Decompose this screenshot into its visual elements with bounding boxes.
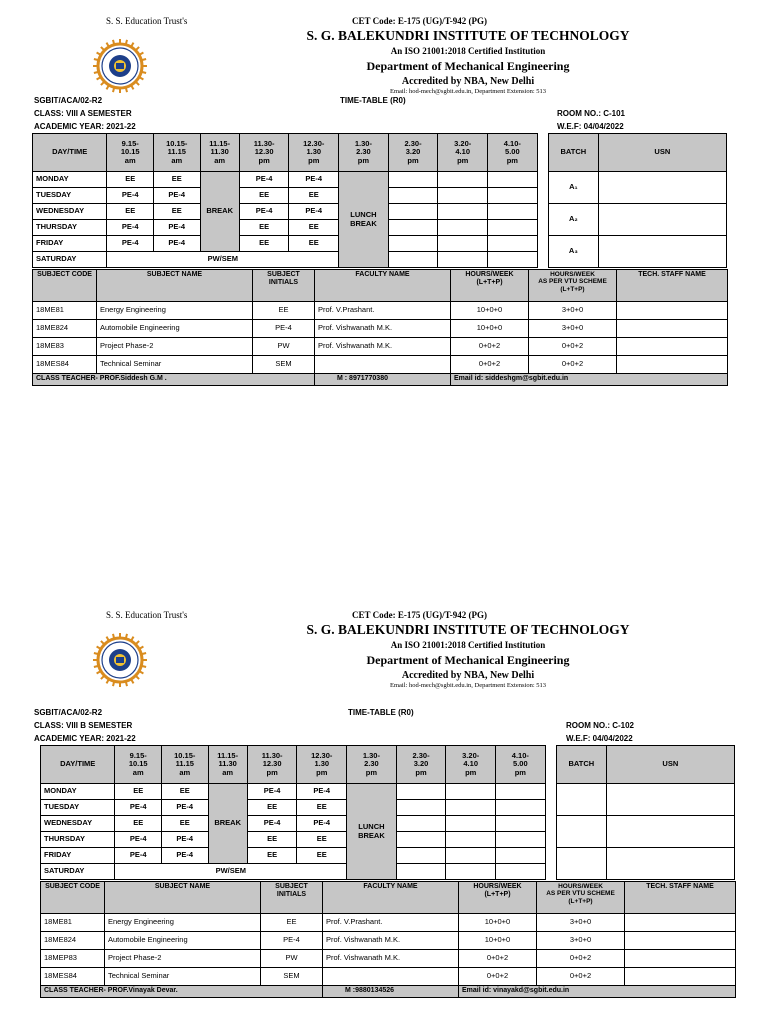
gap-cell bbox=[545, 784, 556, 800]
class-teacher-row bbox=[41, 986, 736, 998]
period-cell bbox=[388, 172, 438, 188]
period-cell: PE-4 bbox=[161, 832, 208, 848]
subject-initials: EE bbox=[253, 302, 315, 320]
subject-initials: PE-4 bbox=[261, 932, 323, 950]
period-cell bbox=[446, 784, 496, 800]
department-name: Department of Mechanical Engineering bbox=[366, 59, 570, 73]
subject-code-header: SUBJECT CODE bbox=[33, 270, 97, 302]
break-cell: BREAK bbox=[208, 784, 247, 864]
subject-name-header: SUBJECT NAME bbox=[105, 882, 261, 914]
gap-cell bbox=[537, 236, 548, 252]
day-name: SATURDAY bbox=[33, 252, 107, 268]
hours-week: 0+0+2 bbox=[451, 338, 529, 356]
period-cell bbox=[496, 800, 546, 816]
time-slot-header: 2.30- 3.20 pm bbox=[388, 134, 438, 172]
accreditation-line: Accredited by NBA, New Delhi bbox=[401, 670, 535, 681]
vtu-hours: 3+0+0 bbox=[537, 932, 625, 950]
gap-cell bbox=[537, 204, 548, 220]
document-code: SGBIT/ACA/02-R2 bbox=[34, 708, 103, 717]
faculty-name: Prof. V.Prashant. bbox=[315, 302, 451, 320]
period-cell: PE-4 bbox=[161, 800, 208, 816]
subject-code: 18ME824 bbox=[41, 932, 105, 950]
lunch-break-cell: LUNCH BREAK bbox=[347, 784, 397, 880]
gap-cell bbox=[537, 134, 548, 172]
period-cell: EE bbox=[107, 204, 154, 220]
time-slot-header: 4.10- 5.00 pm bbox=[488, 134, 538, 172]
accreditation-line: Accredited by NBA, New Delhi bbox=[401, 76, 535, 87]
subject-row bbox=[41, 932, 736, 950]
period-cell bbox=[496, 784, 546, 800]
period-cell bbox=[388, 204, 438, 220]
class-teacher: CLASS TEACHER- PROF.Vinayak Devar. bbox=[41, 986, 323, 998]
tech-staff-name bbox=[625, 914, 736, 932]
subject-code: 18ME81 bbox=[41, 914, 105, 932]
period-cell: EE bbox=[247, 848, 297, 864]
vtu-hours: 3+0+0 bbox=[537, 914, 625, 932]
batch-cell bbox=[557, 784, 607, 816]
period-cell bbox=[396, 800, 446, 816]
faculty-name-header: FACULTY NAME bbox=[315, 270, 451, 302]
subject-initials: PW bbox=[253, 338, 315, 356]
period-cell: EE bbox=[239, 220, 289, 236]
day-name: WEDNESDAY bbox=[41, 816, 115, 832]
period-cell bbox=[396, 832, 446, 848]
hours-week: 0+0+2 bbox=[459, 968, 537, 986]
hours-week-header: HOURS/WEEK (L+T+P) bbox=[459, 882, 537, 914]
tech-staff-name bbox=[617, 320, 728, 338]
subject-initials: SEM bbox=[253, 356, 315, 374]
iso-line: An ISO 21001:2018 Certified Institution bbox=[390, 640, 546, 650]
batch-cell bbox=[557, 848, 607, 880]
period-cell bbox=[488, 252, 538, 268]
faculty-name bbox=[315, 356, 451, 374]
day-name: FRIDAY bbox=[33, 236, 107, 252]
subject-code: 18ME83 bbox=[33, 338, 97, 356]
period-cell: PE-4 bbox=[107, 236, 154, 252]
period-cell: PE-4 bbox=[289, 204, 339, 220]
department-email-line: Email: hod-mech@sgbit.edu.in, Department Extension: 513 bbox=[390, 682, 546, 689]
subject-row bbox=[41, 950, 736, 968]
college-name: S. G. BALEKUNDRI INSTITUTE OF TECHNOLOGY bbox=[306, 28, 630, 43]
vtu-hours: 3+0+0 bbox=[529, 320, 617, 338]
period-cell bbox=[446, 816, 496, 832]
period-cell bbox=[388, 188, 438, 204]
vtu-hours: 0+0+2 bbox=[529, 338, 617, 356]
period-cell bbox=[396, 816, 446, 832]
day-time-header: DAY/TIME bbox=[33, 134, 107, 172]
institute-seal-icon bbox=[90, 630, 150, 690]
period-cell: EE bbox=[289, 236, 339, 252]
tech-staff-name bbox=[617, 356, 728, 374]
day-name: THURSDAY bbox=[33, 220, 107, 236]
timetable-title: TIME-TABLE (R0) bbox=[348, 708, 414, 717]
tech-staff-name bbox=[617, 302, 728, 320]
subject-name: Automobile Engineering bbox=[97, 320, 253, 338]
period-cell: PE-4 bbox=[297, 816, 347, 832]
period-cell bbox=[396, 864, 446, 880]
gap-cell bbox=[545, 800, 556, 816]
tech-staff-header: TECH. STAFF NAME bbox=[625, 882, 736, 914]
batch-cell bbox=[557, 816, 607, 848]
period-cell: EE bbox=[297, 800, 347, 816]
saturday-activity: PW/SEM bbox=[107, 252, 339, 268]
period-cell bbox=[488, 220, 538, 236]
department-name: Department of Mechanical Engineering bbox=[366, 653, 570, 667]
subject-name: Project Phase-2 bbox=[97, 338, 253, 356]
day-name: FRIDAY bbox=[41, 848, 115, 864]
faculty-name: Prof. V.Prashant. bbox=[323, 914, 459, 932]
period-cell bbox=[388, 236, 438, 252]
time-slot-header: 12.30- 1.30 pm bbox=[289, 134, 339, 172]
subject-code-header: SUBJECT CODE bbox=[41, 882, 105, 914]
hours-week: 10+0+0 bbox=[451, 302, 529, 320]
subject-initials-header: SUBJECT INITIALS bbox=[261, 882, 323, 914]
batch-cell: A₃ bbox=[549, 236, 599, 268]
period-cell bbox=[488, 188, 538, 204]
period-cell bbox=[446, 864, 496, 880]
period-cell: PE-4 bbox=[153, 220, 200, 236]
vtu-hours: 0+0+2 bbox=[529, 356, 617, 374]
subject-header-row bbox=[33, 270, 728, 302]
tech-staff-name bbox=[617, 338, 728, 356]
batch-cell: A₂ bbox=[549, 204, 599, 236]
subject-name: Technical Seminar bbox=[105, 968, 261, 986]
gap-cell bbox=[537, 252, 548, 268]
hours-week: 10+0+0 bbox=[459, 914, 537, 932]
day-name: TUESDAY bbox=[33, 188, 107, 204]
subject-name: Project Phase-2 bbox=[105, 950, 261, 968]
period-cell: EE bbox=[153, 172, 200, 188]
time-slot-header: 9.15- 10.15 am bbox=[115, 746, 162, 784]
period-cell bbox=[438, 188, 488, 204]
period-cell bbox=[438, 220, 488, 236]
subject-name: Energy Engineering bbox=[105, 914, 261, 932]
period-cell: EE bbox=[107, 172, 154, 188]
subject-initials: SEM bbox=[261, 968, 323, 986]
period-cell bbox=[438, 236, 488, 252]
batch-cell: A₁ bbox=[549, 172, 599, 204]
vtu-hours: 0+0+2 bbox=[537, 968, 625, 986]
saturday-activity: PW/SEM bbox=[115, 864, 347, 880]
period-cell bbox=[488, 236, 538, 252]
timetable-sheet-1 bbox=[28, 12, 728, 412]
time-slot-header: 3.20- 4.10 pm bbox=[438, 134, 488, 172]
vtu-hours-header: HOURS/WEEK AS PER VTU SCHEME (L+T+P) bbox=[529, 270, 617, 302]
college-name: S. G. BALEKUNDRI INSTITUTE OF TECHNOLOGY bbox=[306, 622, 630, 637]
time-slot-header: 10.15- 11.15 am bbox=[153, 134, 200, 172]
usn-cell bbox=[606, 848, 734, 880]
hours-week: 0+0+2 bbox=[459, 950, 537, 968]
period-cell: EE bbox=[161, 784, 208, 800]
break-cell: BREAK bbox=[200, 172, 239, 252]
faculty-name: Prof. Vishwanath M.K. bbox=[315, 320, 451, 338]
period-cell bbox=[496, 816, 546, 832]
day-row bbox=[33, 172, 727, 188]
time-slot-header: 10.15- 11.15 am bbox=[161, 746, 208, 784]
period-cell bbox=[438, 172, 488, 188]
vtu-hours: 3+0+0 bbox=[529, 302, 617, 320]
period-cell: EE bbox=[161, 816, 208, 832]
time-slot-header: 12.30- 1.30 pm bbox=[297, 746, 347, 784]
class-label: CLASS: VIII A SEMESTER bbox=[34, 109, 132, 118]
usn-cell bbox=[598, 172, 726, 204]
period-cell bbox=[496, 848, 546, 864]
subject-row bbox=[41, 968, 736, 986]
period-cell: PE-4 bbox=[161, 848, 208, 864]
hours-week: 0+0+2 bbox=[451, 356, 529, 374]
subject-header-row bbox=[41, 882, 736, 914]
hours-week-header: HOURS/WEEK (L+T+P) bbox=[451, 270, 529, 302]
period-cell bbox=[388, 252, 438, 268]
period-cell: PE-4 bbox=[115, 848, 162, 864]
teacher-mobile: M :9880134526 bbox=[323, 986, 459, 998]
period-cell: EE bbox=[289, 220, 339, 236]
vtu-hours-header: HOURS/WEEK AS PER VTU SCHEME (L+T+P) bbox=[537, 882, 625, 914]
period-cell: PE-4 bbox=[107, 220, 154, 236]
period-cell: PE-4 bbox=[239, 172, 289, 188]
teacher-email: Email id: siddeshgm@sgbit.edu.in bbox=[451, 374, 728, 386]
trust-name: S. S. Education Trust's bbox=[106, 610, 188, 620]
cet-code: CET Code: E-175 (UG)/T-942 (PG) bbox=[352, 16, 487, 26]
period-cell: PE-4 bbox=[115, 800, 162, 816]
subject-name-header: SUBJECT NAME bbox=[97, 270, 253, 302]
period-cell: EE bbox=[297, 832, 347, 848]
weekly-timetable bbox=[32, 133, 727, 268]
gap-cell bbox=[545, 832, 556, 848]
weekly-timetable bbox=[40, 745, 735, 880]
subject-name: Automobile Engineering bbox=[105, 932, 261, 950]
faculty-name-header: FACULTY NAME bbox=[323, 882, 459, 914]
timetable-header-row bbox=[33, 134, 727, 172]
gap-cell bbox=[537, 220, 548, 236]
subject-allocation-table bbox=[40, 881, 736, 998]
period-cell: PE-4 bbox=[289, 172, 339, 188]
day-name: MONDAY bbox=[33, 172, 107, 188]
usn-cell bbox=[598, 204, 726, 236]
faculty-name bbox=[323, 968, 459, 986]
day-name: TUESDAY bbox=[41, 800, 115, 816]
period-cell bbox=[496, 864, 546, 880]
time-slot-header: 11.30- 12.30 pm bbox=[247, 746, 297, 784]
period-cell: EE bbox=[239, 236, 289, 252]
gap-cell bbox=[545, 848, 556, 864]
usn-cell bbox=[598, 236, 726, 268]
period-cell: PE-4 bbox=[247, 784, 297, 800]
period-cell: PE-4 bbox=[239, 204, 289, 220]
period-cell bbox=[496, 832, 546, 848]
class-teacher: CLASS TEACHER- PROF.Siddesh G.M . bbox=[33, 374, 315, 386]
period-cell bbox=[396, 848, 446, 864]
subject-code: 18MES84 bbox=[33, 356, 97, 374]
time-slot-header: 4.10- 5.00 pm bbox=[496, 746, 546, 784]
period-cell: EE bbox=[247, 832, 297, 848]
period-cell bbox=[396, 784, 446, 800]
period-cell: EE bbox=[239, 188, 289, 204]
time-slot-header: 11.15- 11.30 am bbox=[208, 746, 247, 784]
institute-seal-icon bbox=[90, 36, 150, 96]
day-row bbox=[41, 784, 735, 800]
gap-cell bbox=[545, 816, 556, 832]
timetable-header-row bbox=[41, 746, 735, 784]
period-cell: PE-4 bbox=[153, 188, 200, 204]
period-cell: EE bbox=[115, 816, 162, 832]
subject-code: 18ME824 bbox=[33, 320, 97, 338]
lunch-break-cell: LUNCH BREAK bbox=[339, 172, 389, 268]
tech-staff-header: TECH. STAFF NAME bbox=[617, 270, 728, 302]
faculty-name: Prof. Vishwanath M.K. bbox=[323, 950, 459, 968]
academic-year: ACADEMIC YEAR: 2021-22 bbox=[34, 734, 136, 743]
hours-week: 10+0+0 bbox=[459, 932, 537, 950]
teacher-email: Email id: vinayakd@sgbit.edu.in bbox=[459, 986, 736, 998]
class-label: CLASS: VIII B SEMESTER bbox=[34, 721, 133, 730]
subject-initials: PE-4 bbox=[253, 320, 315, 338]
period-cell bbox=[446, 848, 496, 864]
period-cell: PE-4 bbox=[247, 816, 297, 832]
usn-cell bbox=[606, 784, 734, 816]
period-cell bbox=[388, 220, 438, 236]
tech-staff-name bbox=[625, 968, 736, 986]
document-code: SGBIT/ACA/02-R2 bbox=[34, 96, 103, 105]
trust-name: S. S. Education Trust's bbox=[106, 16, 188, 26]
teacher-mobile: M : 8971770380 bbox=[315, 374, 451, 386]
day-time-header: DAY/TIME bbox=[41, 746, 115, 784]
subject-code: 18ME81 bbox=[33, 302, 97, 320]
cet-code: CET Code: E-175 (UG)/T-942 (PG) bbox=[352, 610, 487, 620]
subject-row bbox=[33, 320, 728, 338]
usn-header: USN bbox=[606, 746, 734, 784]
faculty-name: Prof. Vishwanath M.K. bbox=[315, 338, 451, 356]
period-cell: EE bbox=[153, 204, 200, 220]
effective-date: W.E.F: 04/04/2022 bbox=[557, 122, 624, 131]
time-slot-header: 1.30- 2.30 pm bbox=[339, 134, 389, 172]
period-cell bbox=[488, 172, 538, 188]
room-number: ROOM NO.: C-102 bbox=[566, 721, 635, 730]
batch-header: BATCH bbox=[557, 746, 607, 784]
time-slot-header: 11.15- 11.30 am bbox=[200, 134, 239, 172]
day-name: THURSDAY bbox=[41, 832, 115, 848]
subject-row bbox=[41, 914, 736, 932]
vtu-hours: 0+0+2 bbox=[537, 950, 625, 968]
gap-cell bbox=[545, 746, 556, 784]
gap-cell bbox=[545, 864, 556, 880]
batch-header: BATCH bbox=[549, 134, 599, 172]
period-cell bbox=[488, 204, 538, 220]
iso-line: An ISO 21001:2018 Certified Institution bbox=[390, 46, 546, 56]
period-cell: PE-4 bbox=[115, 832, 162, 848]
subject-initials-header: SUBJECT INITIALS bbox=[253, 270, 315, 302]
time-slot-header: 9.15- 10.15 am bbox=[107, 134, 154, 172]
gap-cell bbox=[537, 172, 548, 188]
period-cell: EE bbox=[289, 188, 339, 204]
class-teacher-row bbox=[33, 374, 728, 386]
subject-initials: EE bbox=[261, 914, 323, 932]
usn-header: USN bbox=[598, 134, 726, 172]
period-cell bbox=[446, 800, 496, 816]
time-slot-header: 2.30- 3.20 pm bbox=[396, 746, 446, 784]
tech-staff-name bbox=[625, 950, 736, 968]
timetable-title: TIME-TABLE (R0) bbox=[340, 96, 406, 105]
subject-initials: PW bbox=[261, 950, 323, 968]
period-cell: PE-4 bbox=[153, 236, 200, 252]
period-cell: PE-4 bbox=[107, 188, 154, 204]
department-email-line: Email: hod-mech@sgbit.edu.in, Department Extension: 513 bbox=[390, 88, 546, 95]
room-number: ROOM NO.: C-101 bbox=[557, 109, 626, 118]
tech-staff-name bbox=[625, 932, 736, 950]
period-cell: EE bbox=[247, 800, 297, 816]
period-cell bbox=[446, 832, 496, 848]
subject-name: Technical Seminar bbox=[97, 356, 253, 374]
day-name: WEDNESDAY bbox=[33, 204, 107, 220]
period-cell: EE bbox=[297, 848, 347, 864]
period-cell: EE bbox=[115, 784, 162, 800]
gap-cell bbox=[537, 188, 548, 204]
subject-allocation-table bbox=[32, 269, 728, 386]
day-name: SATURDAY bbox=[41, 864, 115, 880]
subject-row bbox=[33, 338, 728, 356]
effective-date: W.E.F: 04/04/2022 bbox=[566, 734, 633, 743]
subject-code: 18MEP83 bbox=[41, 950, 105, 968]
subject-code: 18MES84 bbox=[41, 968, 105, 986]
timetable-sheet-2 bbox=[28, 606, 728, 1006]
time-slot-header: 3.20- 4.10 pm bbox=[446, 746, 496, 784]
academic-year: ACADEMIC YEAR: 2021-22 bbox=[34, 122, 136, 131]
faculty-name: Prof. Vishwanath M.K. bbox=[323, 932, 459, 950]
time-slot-header: 1.30- 2.30 pm bbox=[347, 746, 397, 784]
subject-name: Energy Engineering bbox=[97, 302, 253, 320]
subject-row bbox=[33, 356, 728, 374]
day-name: MONDAY bbox=[41, 784, 115, 800]
subject-row bbox=[33, 302, 728, 320]
usn-cell bbox=[606, 816, 734, 848]
period-cell bbox=[438, 204, 488, 220]
hours-week: 10+0+0 bbox=[451, 320, 529, 338]
period-cell: PE-4 bbox=[297, 784, 347, 800]
time-slot-header: 11.30- 12.30 pm bbox=[239, 134, 289, 172]
period-cell bbox=[438, 252, 488, 268]
